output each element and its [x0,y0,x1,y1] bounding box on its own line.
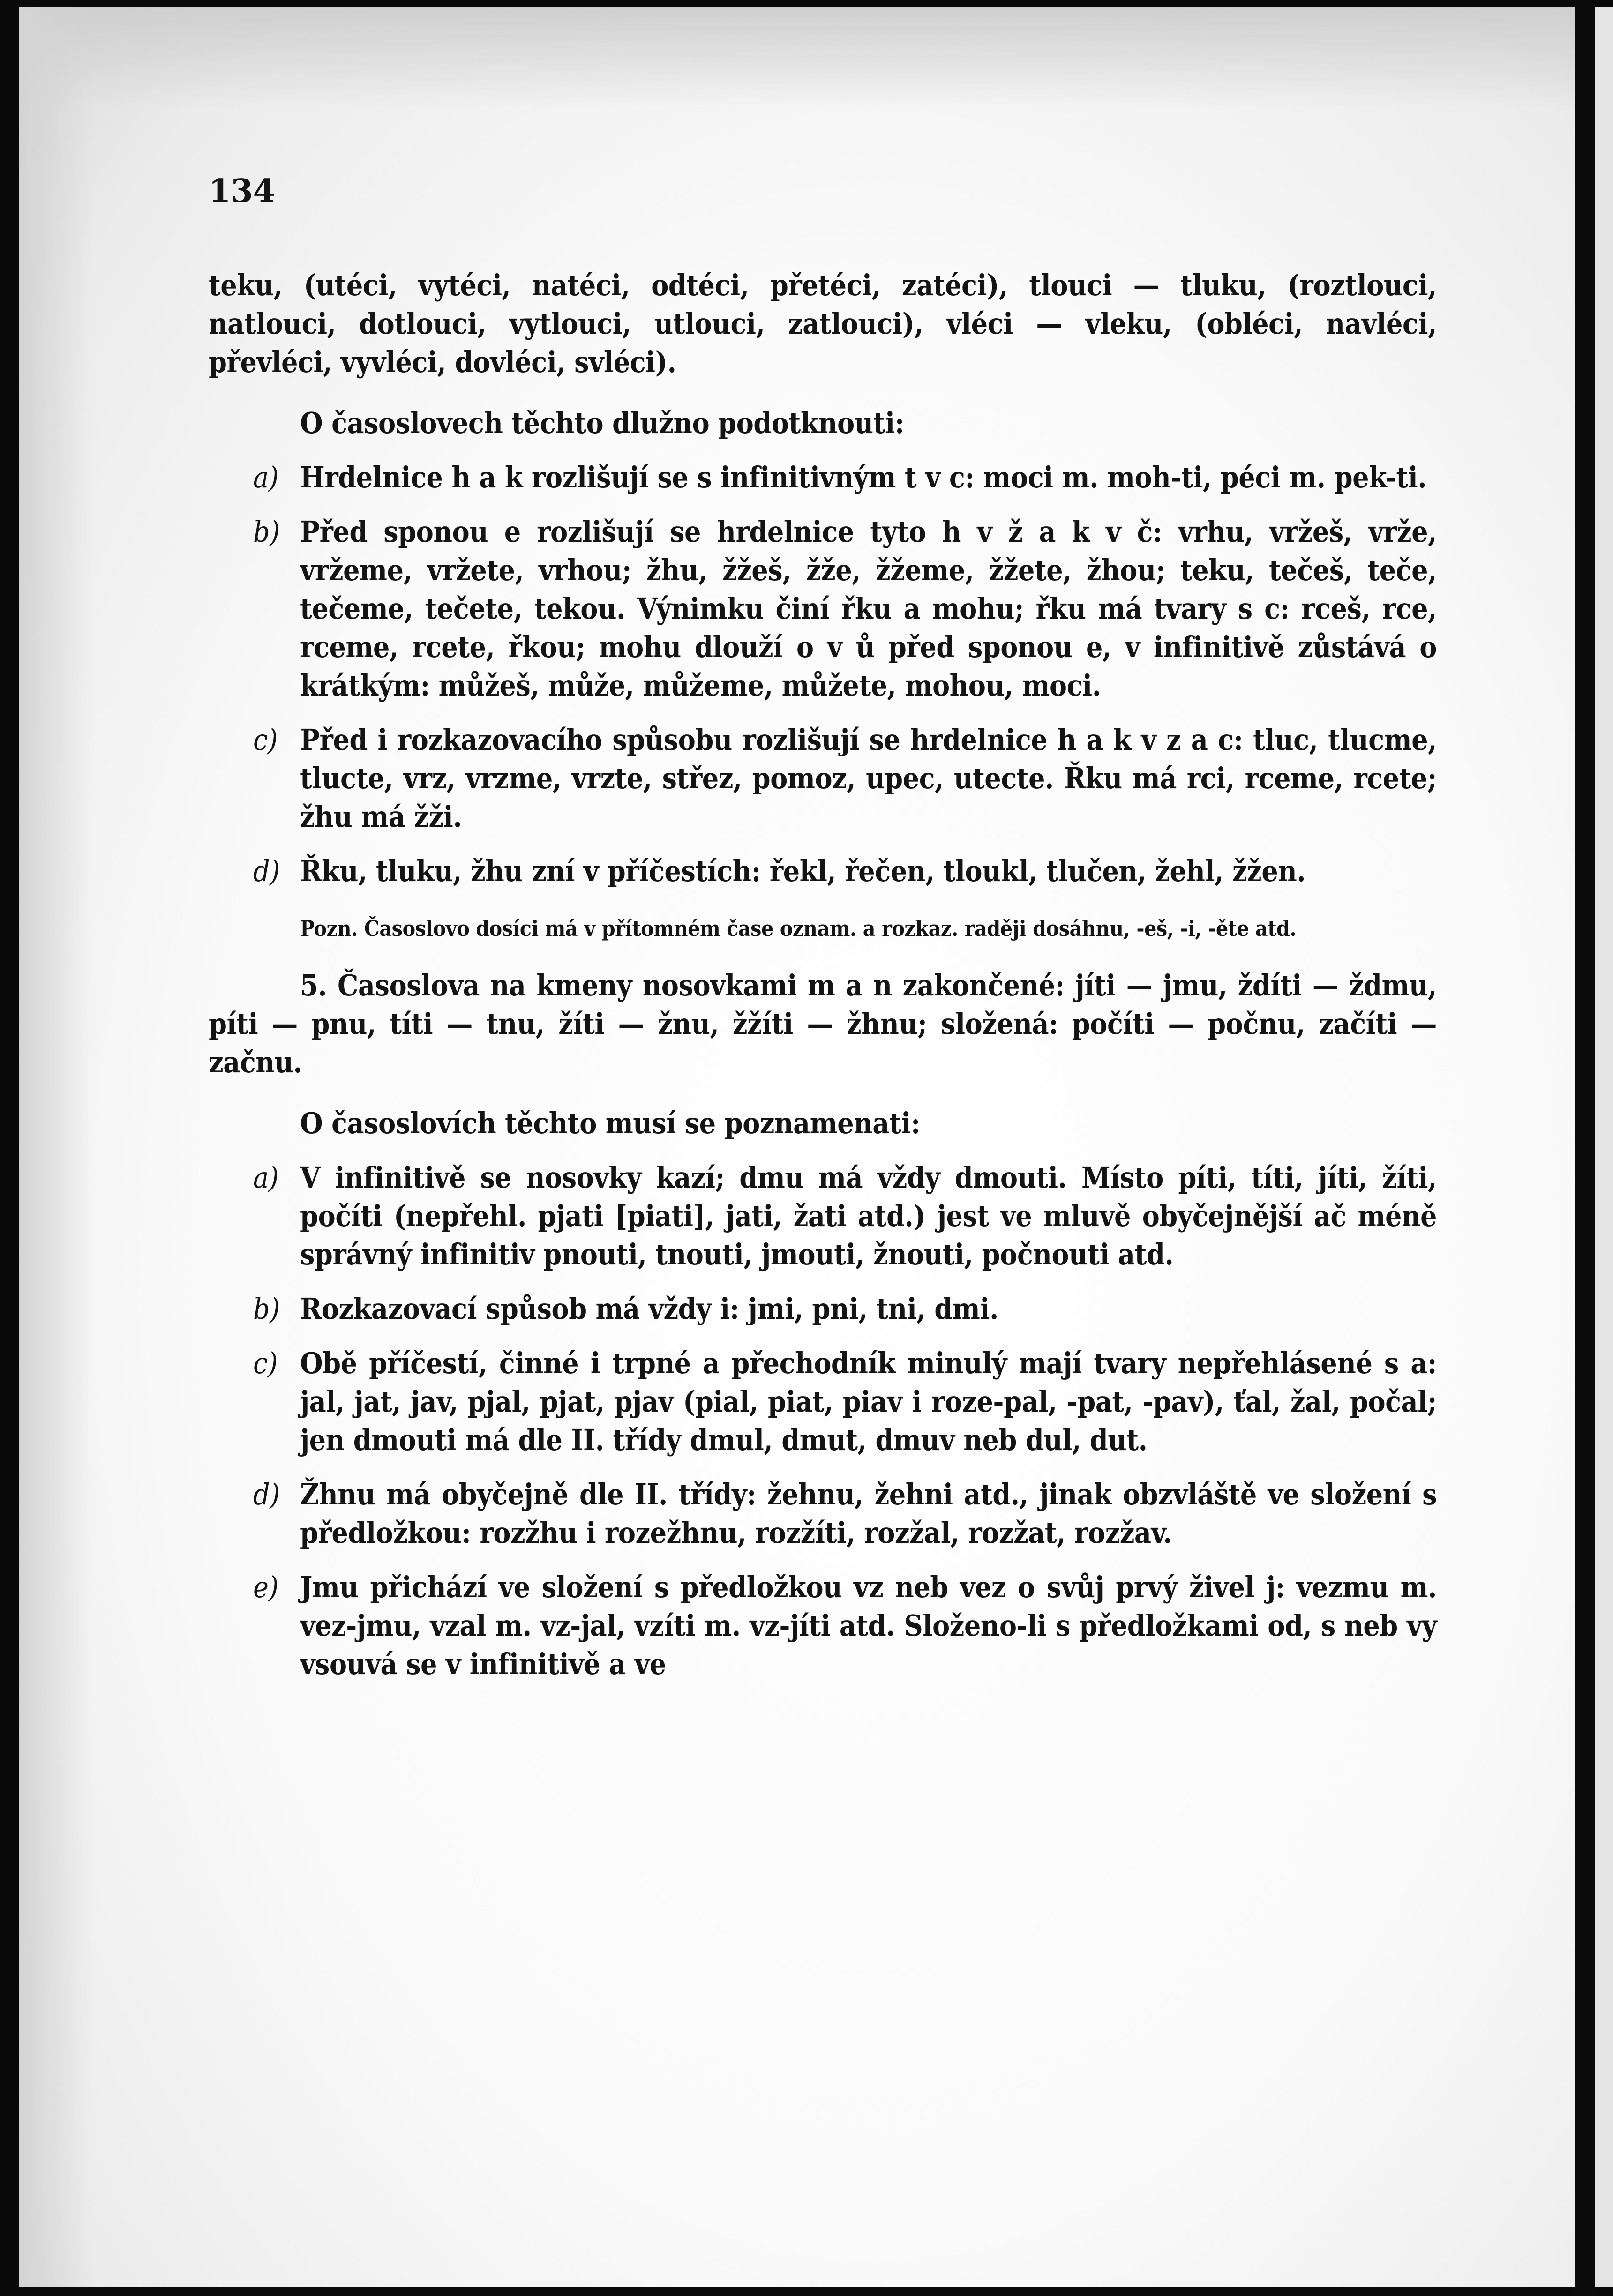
list-item [209,721,1437,836]
item-label: c) [253,1346,278,1380]
item-text: Rozkazovací spůsob má vždy i: jmi, pni, tni, dmi. [300,1292,998,1326]
item-label: a) [253,1160,279,1195]
item-label: d) [253,1477,280,1511]
item-text: Před sponou e rozlišují se hrdelnice tyto h v ž a k v č: vrhu, vržeš, vrže, vržeme, vržete, vrhou; žhu, žžeš, žže, žžeme, žžete, žhou; teku, tečeš, teče, tečeme, tečete, tekou. Výnimku činí řku a mohu; řku má tvary s c: rceš, rce, rceme, rcete, řkou; mohu dlouží o v ů před sponou e, v infinitivě zůstává o krátkým: můžeš, může, můžeme, můžete, mohou, moci. [300,515,1437,703]
list-item [209,1290,1437,1328]
list-item [209,1344,1437,1459]
next-page-edge [1595,7,1613,2287]
section4-note-heading: O časoslovech těchto dlužno podotknouti: [300,406,904,440]
item-label: a) [253,460,279,494]
item-label: e) [253,1570,278,1604]
item-label: b) [253,515,280,549]
scan-edge-bar [1575,0,1595,2296]
item-text: Žhnu má obyčejně dle II. třídy: žehnu, žehni atd., jinak obzvláště ve složení s předložkou: rozžhu i rozežhnu, rozžíti, rozžal, rozžat, rozžav. [300,1477,1437,1550]
list-item [209,1475,1437,1552]
item-label: c) [253,723,278,757]
item-text: V infinitivě se nosovky kazí; dmu má vždy dmouti. Místo píti, títi, jíti, žíti, počíti (nepřehl. pjati [piati], jati, žati atd.) jest ve mluvě obyčejnější ač méně správný infinitiv pnouti, tnouti, jmouti, žnouti, počnouti atd. [300,1160,1437,1271]
item-text: Hrdelnice h a k rozlišují se s infinitivným t v c: moci m. moh-ti, péci m. pek-ti. [300,460,1427,494]
section5-note-heading: O časoslovích těchto musí se poznamenati: [300,1106,920,1140]
item-text: Řku, tluku, žhu zní v příčestích: řekl, řečen, tloukl, tlučen, žehl, žžen. [300,854,1306,888]
item-text: Před i rozkazovacího spůsobu rozlišují se hrdelnice h a k v z a c: tluc, tlucme, tlucte, vrz, vrzme, vrzte, střez, pomoz, upec, utecte. Řku má rci, rceme, rcete; žhu má žži. [300,723,1437,834]
item-label: d) [253,854,280,888]
item-label: b) [253,1292,280,1326]
page-body [209,266,1437,1683]
remark-note: Pozn. Časoslovo dosíci má v přítomném čase oznam. a rozkaz. raději dosáhnu, -eš, -i, -ěte atd. [300,916,1297,941]
section5-heading: 5. Časoslova na kmeny nosovkami m a n zakončené: jíti — jmu, ždíti — ždmu, píti — pnu, títi — tnu, žíti — žnu, žžíti — žhnu; složená: počíti — počnu, začíti — začnu. [209,968,1437,1079]
list-item [209,513,1437,705]
page-number: 134 [209,172,275,210]
list-item [209,1568,1437,1683]
item-text: Obě příčestí, činné i trpné a přechodník minulý mají tvary nepřehlásené s a: jal, jat, jav, pjal, pjat, pjav (pial, piat, piav i roze-pal, -pat, -pav), ťal, žal, počal; jen dmouti má dle II. třídy dmul, dmut, dmuv neb dul, dut. [300,1346,1437,1457]
list-item [209,1159,1437,1274]
list-item [209,458,1437,497]
list-item [209,852,1437,890]
intro-paragraph: teku, (utéci, vytéci, natéci, odtéci, přetéci, zatéci), tlouci — tluku, (roztlouci, natlouci, dotlouci, vytlouci, utlouci, zatlouci), vléci — vleku, (obléci, navléci, převléci, vyvléci, dovléci, svléci). [209,268,1437,379]
item-text: Jmu přichází ve složení s předložkou vz neb vez o svůj prvý živel j: vezmu m. vez-jmu, vzal m. vz-jal, vzíti m. vz-jíti atd. Složeno-li s předložkami od, s neb vy vsouvá se v infinitivě a ve [300,1570,1437,1681]
